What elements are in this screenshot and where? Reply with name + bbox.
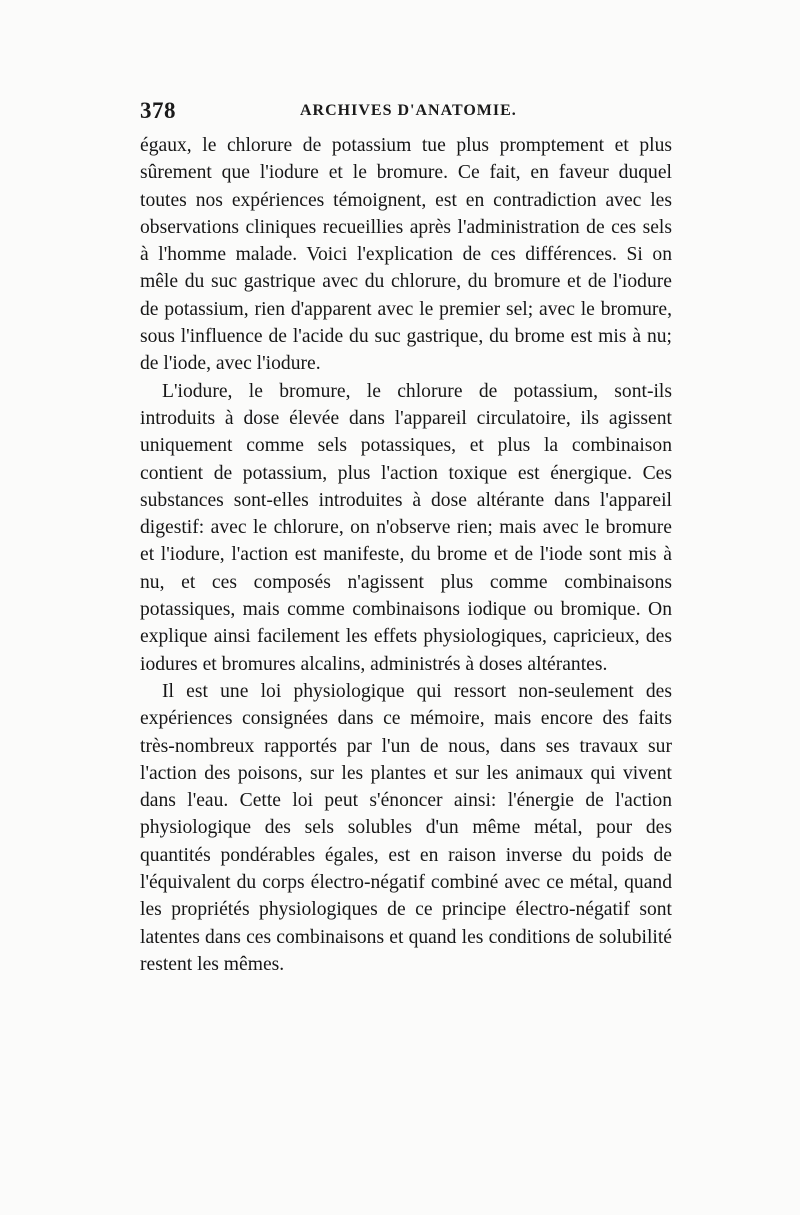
journal-title: ARCHIVES D'ANATOMIE. <box>300 102 517 119</box>
paragraph-continued: égaux, le chlorure de potassium tue plus promptement et plus sûrement que l'iodure et le bromure. Ce fait, en faveur duquel toutes nos expériences témoignent, est en contradiction avec les observations cliniques recueillies après l'administration de ces sels à l'homme malade. Voici l'explication de ces différences. Si on mêle du suc gastrique avec du chlorure, du bromure et de l'iodure de potassium, rien d'apparent avec le premier sel; avec le bromure, sous l'influence de l'acide du suc gastrique, du brome est mis à nu; de l'iode, avec l'iodure. <box>140 135 672 375</box>
paragraph-iodure-bromure: L'iodure, le bromure, le chlorure de potassium, sont-ils introduits à dose élevée dans l'appareil circulatoire, ils agissent uniquement comme sels potassiques, et plus la combinaison contient de potassium, plus l'action toxique est énergique. Ces substances sont-elles introduites à dose altérante dans l'appareil digestif: avec le chlorure, on n'observe rien; mais avec le bromure et l'iodure, l'action est manifeste, du brome et de l'iode sont mis à nu, et ces composés n'agissent plus comme combinaisons potassiques, mais comme combinaisons iodique ou bromique. On explique ainsi facilement les effets physiologiques, capricieux, des iodures et bromures alcalins, administrés à doses altérantes. <box>140 380 672 675</box>
body-text <box>140 132 672 978</box>
running-head <box>140 98 680 128</box>
page-number: 378 <box>140 98 176 123</box>
paragraph-physiological-law: Il est une loi physiologique qui ressort non-seulement des expériences consignées dans ce mémoire, mais encore des faits très-nombreux rapportés par l'un de nous, dans ses travaux sur l'action des poisons, sur les plantes et sur les animaux qui vivent dans l'eau. Cette loi peut s'énoncer ainsi: l'énergie de l'action physiologique des sels solubles d'un même métal, pour des quantités pondérables égales, est en raison inverse du poids de l'équivalent du corps électro-négatif combiné avec ce métal, quand les propriétés physiologiques de ce principe électro-négatif sont latentes dans ces combinaisons et quand les conditions de solubilité restent les mêmes. <box>140 680 672 975</box>
